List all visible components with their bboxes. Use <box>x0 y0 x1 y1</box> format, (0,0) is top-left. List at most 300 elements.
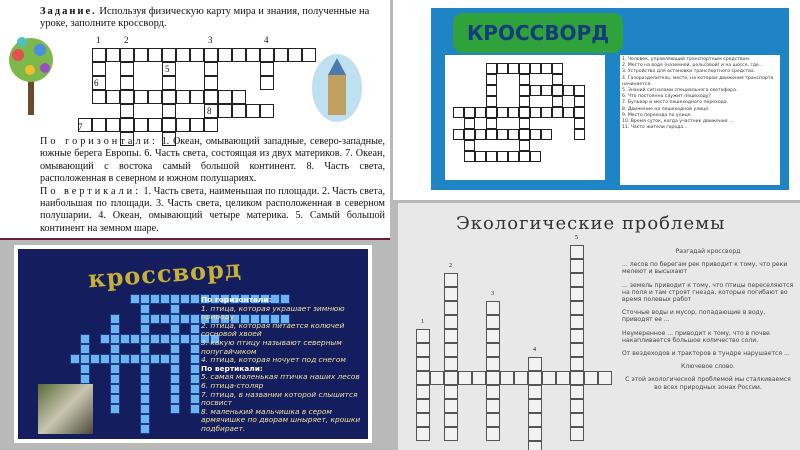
crossword-cell <box>570 357 584 371</box>
crossword-cell <box>140 404 150 414</box>
crossword-cell <box>204 90 218 104</box>
crossword-cell <box>552 63 563 74</box>
crossword-cell <box>120 334 130 344</box>
crossword-cell <box>170 364 180 374</box>
task-description: Используя физическую карту мира и знания, полученные на уроке, заполните кроссворд. <box>40 6 370 29</box>
crossword-cell <box>475 129 486 140</box>
crossword-cell <box>570 245 584 259</box>
crossword-cell <box>140 324 150 334</box>
crossword-cell <box>218 104 232 118</box>
crossword-cell <box>416 399 430 413</box>
crossword-cell <box>574 118 585 129</box>
crossword-cell <box>302 48 316 62</box>
crossword-cell <box>134 48 148 62</box>
clue-item: ... земель приводит к тому, что птицы переселяются на поля и там строят гнезда, которые погибают во время полевых работ <box>622 281 794 304</box>
crossword-cell <box>458 371 472 385</box>
crossword-cell <box>106 90 120 104</box>
crossword-cell <box>541 85 552 96</box>
crossword-cell <box>486 399 500 413</box>
clue-number: 2 <box>449 263 452 269</box>
crossword-cell <box>190 404 200 414</box>
crossword-cell <box>134 90 148 104</box>
crossword-cell <box>552 74 563 85</box>
crossword-cell <box>486 371 500 385</box>
crossword-cell <box>528 399 542 413</box>
clue-number: 4 <box>264 35 269 45</box>
crossword-cell <box>570 287 584 301</box>
crossword-cell <box>541 63 552 74</box>
clue-number: 5 <box>165 64 170 74</box>
clue-list <box>201 296 371 434</box>
clue-number: 3 <box>491 291 494 297</box>
clue-item: 3. Устройство для остановки транспортного средства. <box>622 69 756 75</box>
crossword-cell <box>140 374 150 384</box>
crossword-cell <box>176 118 190 132</box>
crossword-cell <box>570 343 584 357</box>
crossword-cell <box>416 385 430 399</box>
crossword-cell <box>190 294 200 304</box>
crossword-cell <box>106 118 120 132</box>
crossword-cell <box>519 151 530 162</box>
crossword-cell <box>150 354 160 364</box>
crossword-cell <box>570 273 584 287</box>
crossword-cell <box>444 343 458 357</box>
crossword-cell <box>180 334 190 344</box>
crossword-cell <box>140 424 150 434</box>
crossword-cell <box>486 118 497 129</box>
crossword-cell <box>570 315 584 329</box>
crossword-cell <box>570 259 584 273</box>
crossword-cell <box>530 107 541 118</box>
crossword-cell <box>541 129 552 140</box>
clue-number: 4 <box>533 347 536 353</box>
crossword-cell <box>160 294 170 304</box>
crossword-cell <box>274 48 288 62</box>
crossword-cell <box>552 96 563 107</box>
crossword-cell <box>162 118 176 132</box>
crossword-cell <box>552 85 563 96</box>
crossword-cell <box>444 287 458 301</box>
crossword-cell <box>218 48 232 62</box>
crossword-cell <box>416 357 430 371</box>
crossword-cell <box>140 414 150 424</box>
crossword-cell <box>584 371 598 385</box>
tree-illustration <box>0 30 62 120</box>
crossword-cell <box>416 413 430 427</box>
crossword-cell <box>475 151 486 162</box>
clue-item: 1. птица, которая украшает зимнюю природу <box>201 303 345 322</box>
task-text <box>40 6 380 30</box>
crossword-cell <box>176 48 190 62</box>
crossword-cell <box>486 151 497 162</box>
horizontal-clues: 1. Океан, омывающий западные, северо-западные, южные берега Европы. 6. Часть света, состоящая из двух материков. 7. Океан, омывающий с востока самый большой континент. 8. Часть света, расположенная в северном и южном полушариях. <box>40 136 385 185</box>
crossword-cell <box>110 324 120 334</box>
crossword-cell <box>519 140 530 151</box>
crossword-cell <box>150 334 160 344</box>
crossword-cell <box>542 371 556 385</box>
crossword-cell <box>170 334 180 344</box>
crossword-cell <box>170 394 180 404</box>
crossword-cell <box>563 107 574 118</box>
crossword-cell <box>528 371 542 385</box>
crossword-cell <box>130 354 140 364</box>
crossword-cell <box>130 334 140 344</box>
crossword-cell <box>80 374 90 384</box>
crossword-cell <box>464 129 475 140</box>
crossword-cell <box>120 118 134 132</box>
crossword-cell <box>563 85 574 96</box>
castle-illustration <box>310 50 365 125</box>
geography-crossword-panel <box>0 0 390 240</box>
crossword-cell <box>486 329 500 343</box>
crossword-cell <box>528 441 542 450</box>
crossword-cell <box>570 329 584 343</box>
crossword-cell <box>497 151 508 162</box>
panel3-title: кроссворд <box>87 253 243 294</box>
crossword-cell <box>110 384 120 394</box>
crossword-cell <box>528 427 542 441</box>
crossword-cell <box>140 334 150 344</box>
clue-item: 3. какую птицу называют северным попугайчиком <box>201 337 342 356</box>
crossword-cell <box>92 48 106 62</box>
crossword-cell <box>190 334 200 344</box>
crossword-cell <box>110 404 120 414</box>
crossword-cell <box>120 90 134 104</box>
crossword-cell <box>497 107 508 118</box>
crossword-cell <box>486 315 500 329</box>
crossword-cell <box>162 76 176 90</box>
crossword-cell <box>444 329 458 343</box>
clue-item: 1. Человек, управляющий транспортным средством. <box>622 57 751 62</box>
crossword-cell <box>570 301 584 315</box>
crossword-cell <box>170 294 180 304</box>
crossword-cell <box>514 371 528 385</box>
crossword-cell <box>519 74 530 85</box>
crossword-cell <box>508 63 519 74</box>
crossword-cell <box>444 399 458 413</box>
clue-item: С этой экологической проблемой мы сталкиваемся во всех природных зонах России. <box>625 376 791 391</box>
crossword-cell <box>464 151 475 162</box>
crossword-cell <box>541 107 552 118</box>
crossword-cell <box>148 118 162 132</box>
clue-item: Сточные воды и мусор, попадающие в воду, приводят ее ... <box>622 309 766 324</box>
crossword-cell <box>170 304 180 314</box>
crossword-cell <box>190 374 200 384</box>
crossword-cell <box>190 90 204 104</box>
bird-photo <box>38 384 93 434</box>
crossword-cell <box>150 294 160 304</box>
crossword-cell <box>170 384 180 394</box>
crossword-cell <box>530 85 541 96</box>
clue-number: 1 <box>96 35 101 45</box>
crossword-cell <box>110 314 120 324</box>
crossword-cell <box>148 90 162 104</box>
crossword-cell <box>519 85 530 96</box>
crossword-cell <box>508 129 519 140</box>
crossword-cell <box>444 301 458 315</box>
crossword-cell <box>140 314 150 324</box>
crossword-cell <box>190 394 200 404</box>
crossword-cell <box>508 151 519 162</box>
clue-number: 3 <box>208 35 213 45</box>
crossword-cell <box>162 48 176 62</box>
crossword-cell <box>416 427 430 441</box>
crossword-cell <box>92 90 106 104</box>
clue-list <box>622 248 794 397</box>
crossword-cell <box>486 413 500 427</box>
crossword-cell <box>110 354 120 364</box>
crossword-cell <box>444 273 458 287</box>
crossword-cell <box>120 354 130 364</box>
crossword-cell <box>486 427 500 441</box>
clue-number: 7 <box>78 122 83 132</box>
crossword-cell <box>288 48 302 62</box>
crossword-cell <box>598 371 612 385</box>
crossword-cell <box>260 76 274 90</box>
crossword-cell <box>190 384 200 394</box>
crossword-cell <box>204 48 218 62</box>
panel2-title: КРОССВОРД <box>466 21 610 45</box>
crossword-cell <box>464 140 475 151</box>
crossword-cell <box>570 371 584 385</box>
crossword-cell <box>570 385 584 399</box>
clue-number: 6 <box>94 78 99 88</box>
crossword-cell <box>519 118 530 129</box>
crossword-cell <box>260 62 274 76</box>
horizontal-heading: По горизонтали: <box>40 136 158 147</box>
clue-item: 4. птица, которая ночует под снегом <box>201 355 346 365</box>
crossword-cell <box>570 399 584 413</box>
crossword-cell <box>160 314 170 324</box>
horizontal-heading: По горизонтали: <box>201 295 272 304</box>
crossword-cell <box>100 334 110 344</box>
crossword-cell <box>519 107 530 118</box>
clue-number: 2 <box>124 35 129 45</box>
crossword-cell <box>170 354 180 364</box>
crossword-cell <box>519 63 530 74</box>
crossword-cell <box>246 104 260 118</box>
crossword-cell <box>140 354 150 364</box>
crossword-cell <box>170 314 180 324</box>
crossword-cell <box>100 354 110 364</box>
crossword-cell <box>162 104 176 118</box>
crossword-cell <box>486 385 500 399</box>
crossword-cell <box>140 364 150 374</box>
clue-item: 7. Бульвар и место пешеходного перехода. <box>622 100 729 106</box>
crossword-cell <box>570 413 584 427</box>
crossword-cell <box>70 354 80 364</box>
crossword-cell <box>464 118 475 129</box>
crossword-cell <box>190 118 204 132</box>
clue-item: 8. Движение на пешеходной улице. <box>622 106 710 112</box>
clue-item: 10. Время суток, когда участник движения ... <box>622 119 734 125</box>
crossword-cell <box>552 107 563 118</box>
vertical-heading: По вертикали: <box>40 185 141 197</box>
clue-list <box>620 55 780 185</box>
title-banner <box>453 13 623 53</box>
eco-heading: Разгадай кроссворд <box>675 248 741 255</box>
crossword-cell <box>90 354 100 364</box>
crossword-cell <box>110 394 120 404</box>
clue-item: 7. птица, в названии которой слышится посвист <box>201 389 358 408</box>
crossword-cell <box>190 48 204 62</box>
crossword-cell <box>140 294 150 304</box>
crossword-cell <box>570 427 584 441</box>
crossword-cell <box>204 62 218 76</box>
crossword-cell <box>246 48 260 62</box>
crossword-cell <box>574 96 585 107</box>
crossword-cell <box>444 427 458 441</box>
task-label: Задание. <box>40 6 97 17</box>
crossword-cell <box>140 304 150 314</box>
crossword-cell <box>110 334 120 344</box>
crossword-cell <box>416 371 430 385</box>
crossword-cell <box>170 344 180 354</box>
crossword-cell <box>528 357 542 371</box>
crossword-cell <box>500 371 514 385</box>
crossword-cell <box>160 354 170 364</box>
vertical-heading: По вертикали: <box>201 363 263 373</box>
birds-crossword-panel <box>14 245 372 443</box>
crossword-cell <box>170 324 180 334</box>
crossword-cell <box>260 48 274 62</box>
crossword-cell <box>110 344 120 354</box>
clue-item: ... лесов по берегам рек приводит к тому, что реки мелеют и высыхают <box>622 261 788 276</box>
clue-number: 1 <box>421 319 424 325</box>
clue-item: 2. птица, которая питается колючей сосновой хвоей <box>201 320 345 339</box>
crossword-cell <box>530 63 541 74</box>
crossword-cell <box>134 118 148 132</box>
crossword-cell <box>574 129 585 140</box>
eco-crossword-panel <box>398 203 800 450</box>
crossword-cell <box>519 96 530 107</box>
crossword-cell <box>444 371 458 385</box>
crossword-cell <box>453 107 464 118</box>
crossword-cell <box>530 151 541 162</box>
crossword-cell <box>140 394 150 404</box>
crossword-cell <box>416 343 430 357</box>
crossword-cell <box>190 324 200 334</box>
crossword-cell <box>444 413 458 427</box>
crossword-cell <box>232 104 246 118</box>
crossword-cell <box>475 107 486 118</box>
crossword-cell <box>120 104 134 118</box>
crossword-cell <box>574 107 585 118</box>
crossword-cell <box>497 129 508 140</box>
clue-item: 5. самая маленькая птичка наших лесов <box>201 372 360 382</box>
vertical-clues: 1. Часть света, наименьшая по площади. 2. Часть света, наибольшая по площади. 3. Часть света, целиком расположенная в северном полушарии. 4. Океан, омывающий четыре материка. 5. Самый большой континент на земном шаре. <box>40 185 386 234</box>
crossword-cell <box>148 48 162 62</box>
crossword-cell <box>110 364 120 374</box>
crossword-cell <box>486 343 500 357</box>
crossword-cell <box>464 107 475 118</box>
crossword-cell <box>453 129 464 140</box>
crossword-cell <box>80 344 90 354</box>
crossword-cell <box>444 385 458 399</box>
crossword-cell <box>444 315 458 329</box>
crossword-cell <box>430 371 444 385</box>
crossword-cell <box>528 385 542 399</box>
crossword-cell <box>80 364 90 374</box>
crossword-cell <box>232 48 246 62</box>
crossword-cell <box>176 90 190 104</box>
crossword-cell <box>170 404 180 414</box>
crossword-cell <box>530 129 541 140</box>
crossword-cell <box>162 90 176 104</box>
crossword-cell <box>486 63 497 74</box>
clue-item: Ключевое слово. <box>681 363 735 371</box>
crossword-cell <box>190 354 200 364</box>
crossword-cell <box>486 357 500 371</box>
crossword-cell <box>190 364 200 374</box>
crossword-cell <box>120 62 134 76</box>
crossword-cell <box>140 384 150 394</box>
clues-text <box>40 136 385 235</box>
crossword-cell <box>204 118 218 132</box>
crossword-cell <box>472 371 486 385</box>
crossword-cell <box>416 329 430 343</box>
crossword-cell <box>180 314 190 324</box>
crossword-cell <box>190 344 200 354</box>
clue-item: 8. маленький мальчишка в сером армячишке по дворам шныряет, крошки подбирает. <box>201 406 361 433</box>
crossword-cell <box>486 301 500 315</box>
panel4-title: Экологические проблемы <box>456 213 726 234</box>
crossword-cell <box>204 76 218 90</box>
crossword-cell <box>120 48 134 62</box>
clue-item: 5. Знаний сигналами специального светофора. <box>622 88 738 94</box>
crossword-cell <box>486 107 497 118</box>
crossword-cell <box>180 294 190 304</box>
clue-number: 8 <box>207 106 212 116</box>
crossword-cell <box>519 129 530 140</box>
crossword-cell <box>260 104 274 118</box>
crossword-cell <box>556 371 570 385</box>
clue-item: 9. Место перехода по улице. <box>622 112 692 118</box>
traffic-crossword-panel <box>393 0 800 200</box>
crossword-cell <box>232 90 246 104</box>
crossword-cell <box>92 62 106 76</box>
clue-item: Неумеренное ... приводит к тому, что в почве накапливается большое количество соли. <box>622 329 770 344</box>
clue-item: 6. птица-столяр <box>201 380 264 390</box>
crossword-cell <box>218 90 232 104</box>
clue-item: 2. Место на воде (наземной, рельсовой) и на шоссе, где... <box>622 63 764 69</box>
crossword-cell <box>92 118 106 132</box>
crossword-cell <box>497 63 508 74</box>
crossword-grid <box>445 55 605 180</box>
crossword-cell <box>444 357 458 371</box>
crossword-cell <box>80 354 90 364</box>
crossword-cell <box>140 344 150 354</box>
clue-item: 6. Что постоянно служит пешеходу? <box>622 94 711 100</box>
crossword-cell <box>486 96 497 107</box>
crossword-cell <box>120 76 134 90</box>
clue-item: 4. Газоразделитель, место, на котором движения транспорта начинается. <box>622 75 774 87</box>
crossword-cell <box>190 314 200 324</box>
crossword-cell <box>574 85 585 96</box>
crossword-cell <box>170 374 180 384</box>
crossword-cell <box>486 129 497 140</box>
crossword-cell <box>80 334 90 344</box>
crossword-cell <box>130 294 140 304</box>
clue-number: 5 <box>575 235 578 241</box>
clue-item: От вездеходов и тракторов в тундре нарушается ... <box>622 350 790 358</box>
crossword-cell <box>508 107 519 118</box>
clue-item: 11. Часто жители города... <box>622 125 688 131</box>
crossword-cell <box>528 413 542 427</box>
crossword-cell <box>486 85 497 96</box>
crossword-cell <box>486 74 497 85</box>
crossword-cell <box>160 334 170 344</box>
